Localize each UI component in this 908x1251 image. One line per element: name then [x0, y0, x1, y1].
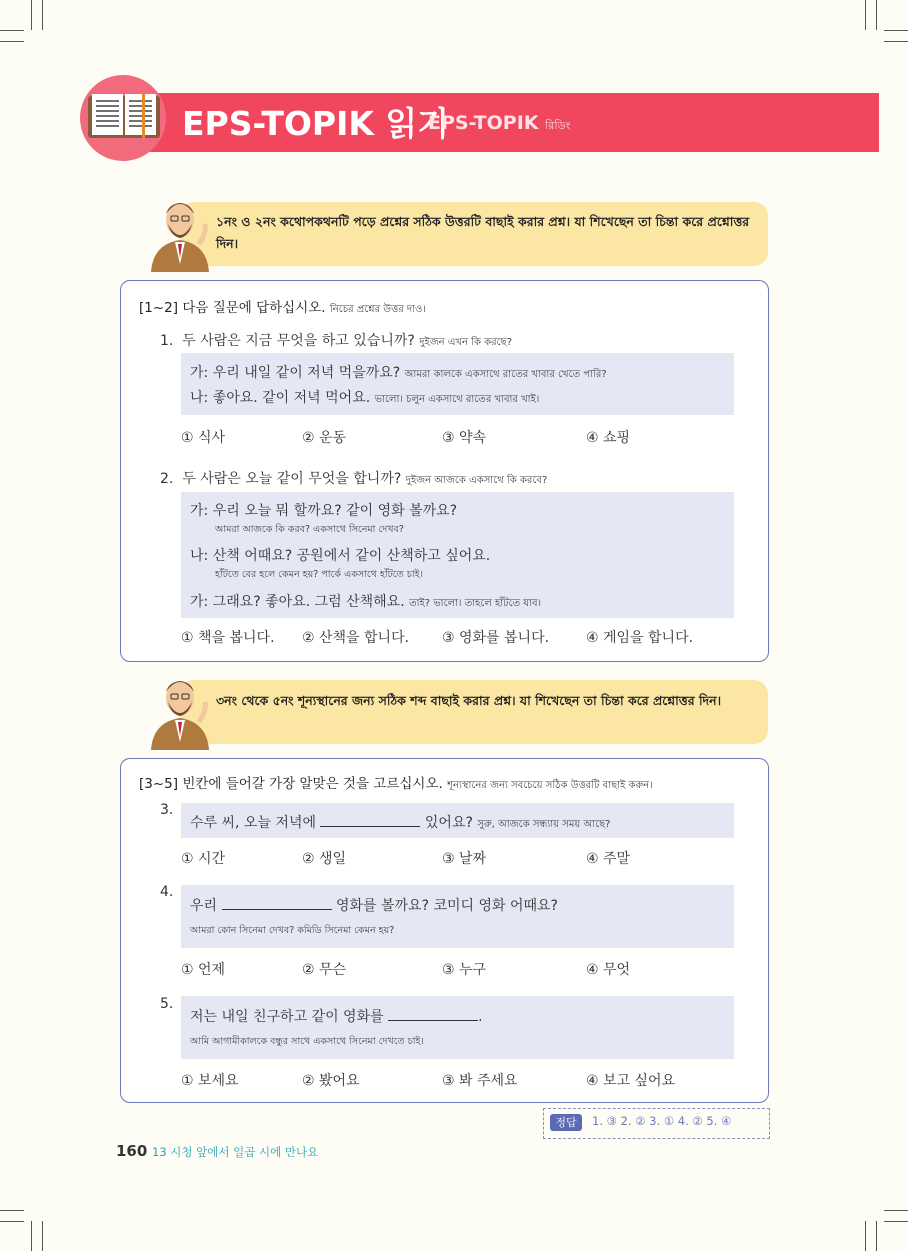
question-4-translation: আমরা কোন সিনেমা দেখব? কমিডি সিনেমা কেমন হয়?	[190, 925, 395, 936]
teacher-mascot-icon	[145, 194, 215, 272]
tip-text: ১নং ও ২নং কথোপকথনটি পড়ে প্রশ্নের সঠিক উত্তরটি বাছাই করার প্রশ্ন। যা শিখেছেন তা চিন্তা করে প্রশ্নোত্তর দিন।	[216, 214, 750, 251]
option[interactable]: ③ 누구	[442, 962, 487, 978]
option[interactable]: ① 보세요	[181, 1073, 239, 1089]
crop-mark	[31, 0, 32, 30]
option[interactable]: ② 운동	[302, 430, 347, 446]
open-book-icon	[86, 92, 162, 140]
dialog-line: 나: 산책 어때요? 공원에서 같이 산책하고 싶어요.	[190, 548, 491, 564]
option[interactable]: ④ 게임을 합니다.	[586, 630, 694, 646]
question-2: 2. 두 사람은 오늘 같이 무엇을 합니까? দুইজন আজকে একসাথে কি করবে?	[160, 471, 548, 487]
question-1: 1. 두 사람은 지금 무엇을 하고 있습니까? দুইজন এখন কি করছে?	[160, 333, 513, 349]
option[interactable]: ④ 쇼핑	[586, 430, 631, 446]
option[interactable]: ② 생일	[302, 851, 347, 867]
option[interactable]: ② 산책을 합니다.	[302, 630, 410, 646]
page-title: EPS-TOPIK 읽기	[182, 104, 450, 143]
question-3-number: 3.	[160, 802, 174, 818]
page-number: 160	[116, 1142, 148, 1160]
answer-label: 정답	[550, 1114, 582, 1131]
teacher-mascot-icon	[145, 672, 215, 750]
tip-text: ৩নং থেকে ৫নং শূন্যস্থানের জন্য সঠিক শব্দ বাছাই করার প্রশ্ন। যা শিখেছেন তা চিন্তা করে প্রশ্নোত্তর দিন।	[216, 693, 722, 708]
dialog-line: 가: 우리 내일 같이 저녁 먹을까요? আমরা কালকে একসাথে রাতের খাবার খেতে পারি?	[190, 365, 607, 381]
option[interactable]: ① 책을 봅니다.	[181, 630, 275, 646]
dialog-line: 가: 우리 오늘 뭐 할까요? 같이 영화 볼까요?	[190, 503, 458, 519]
question-5-number: 5.	[160, 996, 174, 1012]
answer-key: 1. ③ 2. ② 3. ① 4. ② 5. ④	[592, 1114, 732, 1128]
crop-mark	[876, 1221, 877, 1251]
option[interactable]: ② 봤어요	[302, 1073, 360, 1089]
crop-mark	[0, 41, 24, 42]
option[interactable]: ③ 약속	[442, 430, 487, 446]
crop-mark	[0, 1221, 24, 1222]
crop-mark	[884, 30, 908, 31]
option[interactable]: ① 언제	[181, 962, 226, 978]
dialog-line: 나: 좋아요. 같이 저녁 먹어요. ভালো। চলুন একসাথে রাতের খাবার খাই।	[190, 390, 540, 406]
crop-mark	[884, 41, 908, 42]
question-4-number: 4.	[160, 884, 174, 900]
chapter-title: 13 시청 앞에서 일곱 시에 만나요	[152, 1145, 319, 1159]
dialog-line: 가: 그래요? 좋아요. 그럼 산책해요. তাই? ভালো। তাহলে হাঁটতে যাব।	[190, 594, 542, 610]
crop-mark	[42, 1221, 43, 1251]
page-subtitle: EPS-TOPIK রিডিং	[428, 112, 571, 134]
section-instruction: [3~5] 빈칸에 들어갈 가장 알맞은 것을 고르십시오. শূন্যস্থানের জন্য সবচেয়ে সঠিক উত্তরটি বাছাই করুন।	[139, 776, 653, 792]
crop-mark	[42, 0, 43, 30]
option[interactable]: ④ 주말	[586, 851, 631, 867]
option[interactable]: ① 식사	[181, 430, 226, 446]
crop-mark	[0, 30, 24, 31]
crop-mark	[0, 1210, 24, 1211]
option[interactable]: ② 무슨	[302, 962, 347, 978]
question-5-translation: আমি আগামীকালকে বন্ধুর সাথে একসাথে সিনেমা দেখতে চাই।	[190, 1036, 424, 1047]
crop-mark	[884, 1221, 908, 1222]
option[interactable]: ③ 영화를 봅니다.	[442, 630, 550, 646]
option[interactable]: ③ 날짜	[442, 851, 487, 867]
blank[interactable]	[320, 814, 420, 827]
question-3-text: 수루 씨, 오늘 저녁에 있어요? সুরু, আজকে সন্ধ্যায় সময় আছে?	[190, 815, 611, 831]
option[interactable]: ④ 보고 싶어요	[586, 1073, 676, 1089]
blank[interactable]	[222, 897, 332, 910]
option[interactable]: ① 시간	[181, 851, 226, 867]
option[interactable]: ③ 봐 주세요	[442, 1073, 518, 1089]
blank[interactable]	[388, 1008, 478, 1021]
dialog-translation: আমরা আজকে কি করব? একসাথে সিনেমা দেখব?	[215, 524, 404, 535]
dialog-translation: হাঁটতে বের হলে কেমন হয়? পার্কে একসাথে হাঁটতে চাই।	[215, 569, 423, 580]
crop-mark	[31, 1221, 32, 1251]
section-instruction: [1~2] 다음 질문에 답하십시오. নিচের প্রশ্নের উত্তর দাও।	[139, 300, 426, 316]
crop-mark	[865, 1221, 866, 1251]
option[interactable]: ④ 무엇	[586, 962, 631, 978]
crop-mark	[876, 0, 877, 30]
crop-mark	[884, 1210, 908, 1211]
question-4-text: 우리 영화를 볼까요? 코미디 영화 어때요?	[190, 898, 558, 914]
question-5-text: 저는 내일 친구하고 같이 영화를 .	[190, 1009, 483, 1025]
crop-mark	[865, 0, 866, 30]
